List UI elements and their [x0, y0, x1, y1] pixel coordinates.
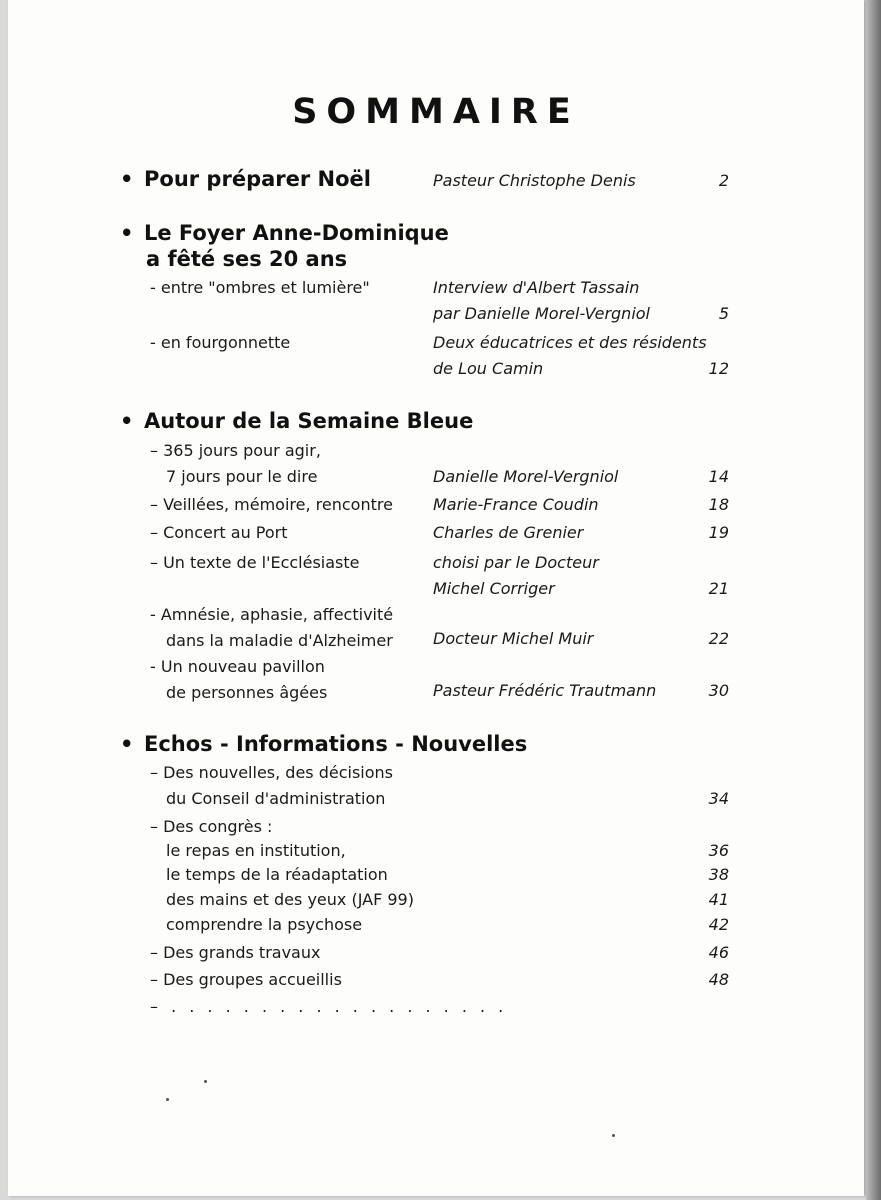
author-line1: choisi par le Docteur	[433, 553, 599, 572]
toc-subitem: comprendre la psychose	[166, 915, 363, 934]
section-heading-semaine-bleue	[120, 408, 473, 434]
author-line2: de Lou Camin	[433, 359, 544, 378]
page-edge-shadow	[866, 0, 881, 1200]
page-number: 36	[708, 841, 729, 860]
toc-author	[433, 330, 707, 382]
toc-item: - entre "ombres et lumière"	[150, 278, 370, 297]
author-line1: Deux éducatrices et des résidents	[433, 333, 707, 352]
page-number: 19	[708, 523, 729, 542]
page-number: 18	[708, 495, 729, 514]
print-speck	[612, 1134, 615, 1137]
toc-item: – Veillées, mémoire, rencontre	[150, 495, 393, 514]
bullet: •	[120, 167, 134, 191]
section-title: Autour de la Semaine Bleue	[144, 409, 474, 433]
toc-item: – Un texte de l'Ecclésiaste	[150, 553, 360, 572]
print-speck	[166, 1098, 169, 1101]
section-title: Echos - Informations - Nouvelles	[144, 732, 528, 756]
toc-item-ellipsis: – . . . . . . . . . . . . . . . . . . .	[150, 997, 508, 1016]
page-number: 30	[708, 681, 729, 700]
page-number: 42	[708, 915, 729, 934]
toc-subitem: le temps de la réadaptation	[166, 865, 388, 884]
page-number: 14	[708, 467, 729, 486]
toc-author	[433, 275, 650, 327]
bullet: •	[120, 221, 134, 245]
item-line2: dans la maladie d'Alzheimer	[166, 631, 393, 650]
item-line1: – 365 jours pour agir,	[150, 441, 321, 460]
section-heading-foyer	[120, 220, 449, 272]
page-number: 46	[708, 943, 729, 962]
section-title-line2: a fêté ses 20 ans	[146, 247, 348, 271]
print-speck	[204, 1080, 207, 1083]
toc-item: – Des groupes accueillis	[150, 970, 342, 989]
item-line1: - Amnésie, aphasie, affectivité	[150, 605, 394, 624]
item-line2: du Conseil d'administration	[166, 789, 386, 808]
bullet: •	[120, 732, 134, 756]
toc-subitem: des mains et des yeux (JAF 99)	[166, 890, 414, 909]
author-line1: Interview d'Albert Tassain	[433, 278, 640, 297]
author-line2: par Danielle Morel-Vergniol	[433, 304, 650, 323]
section-heading-echos	[120, 731, 527, 757]
section-author: Pasteur Christophe Denis	[433, 171, 636, 190]
toc-author: Pasteur Frédéric Trautmann	[433, 681, 657, 700]
page-number: 34	[708, 789, 729, 808]
item-line2: 7 jours pour le dire	[166, 467, 318, 486]
toc-item: – Des congrès :	[150, 817, 273, 836]
toc-item	[150, 760, 393, 812]
page-number: 5	[718, 304, 729, 323]
author-line2: Michel Corriger	[433, 579, 555, 598]
item-line2: de personnes âgées	[166, 683, 328, 702]
page-number: 22	[708, 629, 729, 648]
toc-item: – Concert au Port	[150, 523, 288, 542]
section-title: Pour préparer Noël	[144, 167, 371, 191]
page-number: 21	[708, 579, 729, 598]
page-number: 2	[718, 171, 729, 190]
toc-subitem: le repas en institution,	[166, 841, 346, 860]
document-page	[8, 0, 864, 1196]
page-title: SOMMAIRE	[292, 92, 580, 132]
page-number: 38	[708, 865, 729, 884]
toc-author: Docteur Michel Muir	[433, 629, 594, 648]
toc-item: - en fourgonnette	[150, 333, 291, 352]
toc-author: Danielle Morel-Vergniol	[433, 467, 619, 486]
toc-item	[150, 438, 321, 490]
section-heading-noel	[120, 166, 371, 192]
toc-item	[150, 654, 327, 706]
item-line1: – Des nouvelles, des décisions	[150, 763, 394, 782]
toc-item	[150, 602, 393, 654]
item-line1: - Un nouveau pavillon	[150, 657, 325, 676]
toc-author	[433, 550, 599, 602]
section-title-line1: Le Foyer Anne-Dominique	[144, 221, 449, 245]
bullet: •	[120, 409, 134, 433]
toc-author: Marie-France Coudin	[433, 495, 599, 514]
page-number: 12	[708, 359, 729, 378]
toc-author: Charles de Grenier	[433, 523, 584, 542]
toc-item: – Des grands travaux	[150, 943, 321, 962]
page-number: 48	[708, 970, 729, 989]
page-number: 41	[708, 890, 729, 909]
